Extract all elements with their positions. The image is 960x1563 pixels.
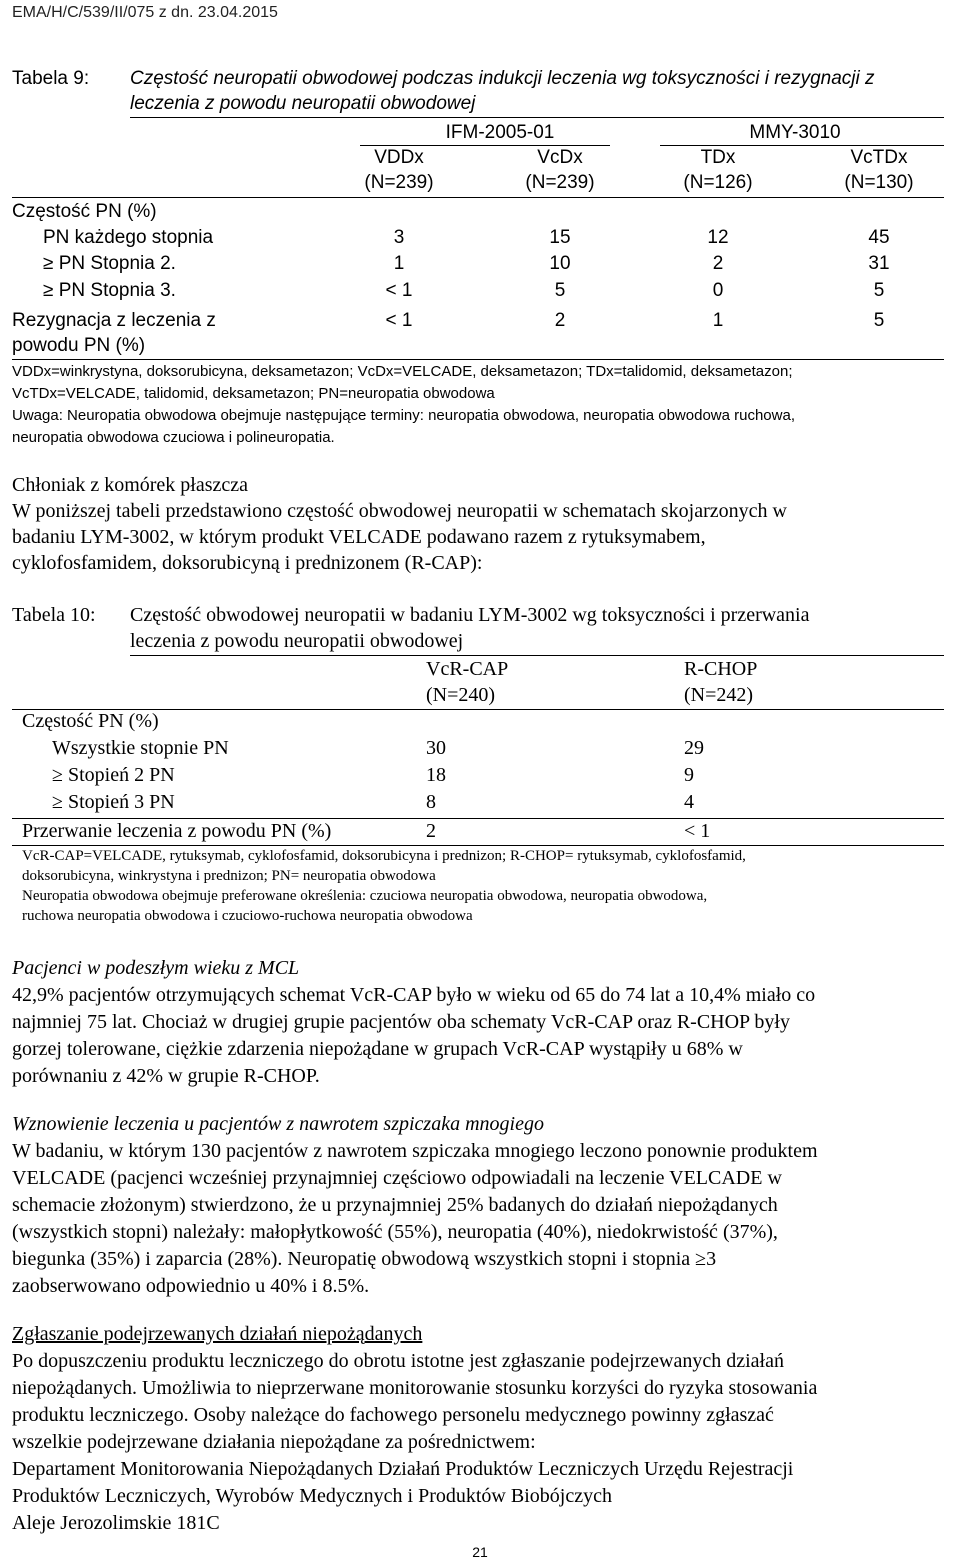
- greater-equal-icon: ≥: [52, 791, 63, 813]
- table9-group-rule-2: [660, 145, 944, 146]
- table9-cell: 5: [554, 280, 566, 301]
- reporting-paragraph-line: Aleje Jerozolimskie 181C: [12, 1512, 220, 1534]
- table9-bottom-rule: [12, 359, 944, 360]
- table9-col-tdx: TDx: [700, 147, 736, 168]
- reporting-paragraph-line: niepożądanych. Umożliwia to nieprzerwane monitorowanie stosunku korzyści do ryzyka stosowania: [12, 1377, 818, 1399]
- table9-discont-label-line2: powodu PN (%): [12, 335, 146, 356]
- table9-cell: 0: [712, 280, 724, 301]
- mcl-paragraph-line: W poniższej tabeli przedstawiono częstość obwodowej neuropatii w schematach skojarzonych w: [12, 500, 787, 522]
- mcl-paragraph-line: cyklofosfamidem, doksorubicyną i prednizonem (R-CAP):: [12, 552, 483, 574]
- table9-cell: 2: [712, 253, 724, 274]
- table9-cell: < 1: [385, 310, 413, 331]
- table9-cell: 12: [707, 227, 729, 248]
- greater-equal-icon: ≥: [43, 253, 54, 274]
- reporting-heading: Zgłaszanie podejrzewanych działań niepożądanych: [12, 1323, 423, 1345]
- table10-note1-line2: doksorubicyna, winkrystyna i prednizon; PN= neuropatia obwodowa: [22, 868, 436, 884]
- table10-bottom-rule: [12, 845, 944, 846]
- table10-col-rchop-n: (N=242): [684, 684, 754, 706]
- retreat-paragraph-line: biegunka (35%) i zaparcia (28%). Neuropatię obwodową wszystkich stopni i stopnia ≥3: [12, 1248, 717, 1270]
- table10-cell: 2: [426, 820, 436, 842]
- table9-cell: 10: [549, 253, 571, 274]
- table10-col-rchop: R-CHOP: [684, 658, 758, 680]
- table10-label: Tabela 10:: [12, 604, 96, 626]
- table10-cell: 18: [426, 764, 446, 786]
- table9-cell: 31: [868, 253, 890, 274]
- table9-cell: 1: [712, 310, 724, 331]
- table10-row-label: Stopień 3 PN: [67, 791, 175, 813]
- table9-cell: < 1: [385, 280, 413, 301]
- table9-row-label: PN Stopnia 3.: [58, 280, 176, 301]
- table9-cell: 5: [873, 310, 885, 331]
- table9-note1-line2: VcTDx=VELCADE, talidomid, deksametazon; PN=neuropatia obwodowa: [12, 385, 495, 402]
- table9-note2-line2: neuropatia obwodowa czuciowa i polineuropatia.: [12, 429, 335, 446]
- table9-note2-line1: Uwaga: Neuropatia obwodowa obejmuje następujące terminy: neuropatia obwodowa, neuropatia obwodowa ruchowa,: [12, 407, 795, 424]
- table10-col-vcrcap: VcR-CAP: [426, 658, 509, 680]
- page-number: 21: [472, 1544, 488, 1560]
- table9-note1-line1: VDDx=winkrystyna, doksorubicyna, deksametazon; VcDx=VELCADE, deksametazon; TDx=talidomid, deksametazon;: [12, 363, 793, 380]
- table9-col-vcdx-n: (N=239): [525, 172, 595, 193]
- table9-cell: 2: [554, 310, 566, 331]
- reporting-paragraph-line: wszelkie podejrzewane działania niepożądane za pośrednictwem:: [12, 1431, 536, 1453]
- table9-header-rule: [12, 197, 944, 198]
- table9-group-rule-1: [360, 145, 610, 146]
- table10-section-label: Częstość PN (%): [22, 710, 159, 732]
- table10-cell: 8: [426, 791, 436, 813]
- elderly-paragraph-line: najmniej 75 lat. Chociaż w drugiej grupie pacjentów oba schematy VcR-CAP oraz R-CHOP były: [12, 1011, 790, 1033]
- table9-label: Tabela 9:: [12, 68, 90, 89]
- table9-cell: 3: [393, 227, 405, 248]
- table10-cell: 9: [684, 764, 694, 786]
- retreat-paragraph-line: VELCADE (pacjenci wcześniej przynajmniej częściowo odpowiadali na leczenie VELCADE w: [12, 1167, 782, 1189]
- table9-cell: 45: [868, 227, 890, 248]
- table10-note2-line1: Neuropatia obwodowa obejmuje preferowane określenia: czuciowa neuropatia obwodowa, neuropatia obwodowa,: [22, 888, 708, 904]
- table9-section-label: Częstość PN (%): [12, 201, 157, 222]
- table10-title-line1: Częstość obwodowej neuropatii w badaniu LYM-3002 wg toksyczności i przerwania: [130, 604, 810, 626]
- table10-note2-line2: ruchowa neuropatia obwodowa i czuciowo-ruchowa neuropatia obwodowa: [22, 908, 473, 924]
- retreat-paragraph-line: schemacie złożonym) stwierdzono, że u przynajmniej 25% badanych do działań niepożądanych: [12, 1194, 778, 1216]
- table9-cell: 15: [549, 227, 571, 248]
- table9-row-label-with-ge: [43, 280, 176, 302]
- greater-equal-icon: ≥: [52, 764, 63, 786]
- elderly-heading: Pacjenci w podeszłym wieku z MCL: [12, 957, 300, 979]
- table10-row-label-with-ge: [52, 791, 175, 814]
- table10-row-label: Stopień 2 PN: [67, 764, 175, 786]
- table9-row-label-with-ge: [43, 253, 176, 275]
- table9-discont-label-line1: Rezygnacja z leczenia z: [12, 310, 216, 331]
- elderly-paragraph-line: 42,9% pacjentów otrzymujących schemat VcR-CAP było w wieku od 65 do 74 lat a 10,4% miało co: [12, 984, 816, 1006]
- table9-cell: 1: [393, 253, 405, 274]
- table9-row-label: PN każdego stopnia: [43, 227, 214, 248]
- table10-note1-line1: VcR-CAP=VELCADE, rytuksymab, cyklofosfamid, doksorubicyna i prednizon; R-CHOP= rytuksymab, cyklofosfamid,: [22, 848, 746, 864]
- table9-cell: 5: [873, 280, 885, 301]
- table10-title-line2: leczenia z powodu neuropatii obwodowej: [130, 630, 464, 652]
- table10-row-label: Wszystkie stopnie PN: [52, 737, 229, 759]
- table9-group-mmy: MMY-3010: [749, 122, 841, 143]
- table10-cell: 29: [684, 737, 704, 759]
- document-reference: EMA/H/C/539/II/075 z dn. 23.04.2015: [12, 4, 278, 21]
- table10-cell: 4: [684, 791, 694, 813]
- table9-title-line1: Częstość neuropatii obwodowej podczas indukcji leczenia wg toksyczności i rezygnacji z: [130, 68, 875, 89]
- table9-col-vddx: VDDx: [374, 147, 424, 168]
- retreat-paragraph-line: W badaniu, w którym 130 pacjentów z nawrotem szpiczaka mnogiego leczono ponownie produktem: [12, 1140, 818, 1162]
- table10-cell: 30: [426, 737, 446, 759]
- mcl-heading: Chłoniak z komórek płaszcza: [12, 474, 249, 496]
- table10-mid-rule: [12, 818, 944, 819]
- mcl-paragraph-line: badaniu LYM-3002, w którym produkt VELCADE podawano razem z rytuksymabem,: [12, 526, 706, 548]
- table10-row-label-with-ge: [52, 764, 175, 787]
- retreat-paragraph-line: (wszystkich stopni) należały: małopłytkowość (55%), neuropatia (40%), niedokrwistość (37%),: [12, 1221, 778, 1243]
- table10-top-rule: [130, 655, 944, 656]
- table10-cell: < 1: [684, 820, 711, 842]
- table9-top-rule: [130, 117, 944, 118]
- reporting-paragraph-line: produktu leczniczego. Osoby należące do fachowego personelu medycznego powinny zgłaszać: [12, 1404, 774, 1426]
- reporting-paragraph-line: Po dopuszczeniu produktu leczniczego do obrotu istotne jest zgłaszanie podejrzewanych działań: [12, 1350, 784, 1372]
- elderly-paragraph-line: porównaniu z 42% w grupie R-CHOP.: [12, 1065, 320, 1087]
- table10-col-vcrcap-n: (N=240): [426, 684, 496, 706]
- table9-col-vcdx: VcDx: [537, 147, 583, 168]
- reporting-paragraph-line: Departament Monitorowania Niepożądanych Działań Produktów Leczniczych Urzędu Rejestracji: [12, 1458, 794, 1480]
- table9-col-tdx-n: (N=126): [683, 172, 753, 193]
- table9-title-line2: leczenia z powodu neuropatii obwodowej: [130, 93, 476, 114]
- retreat-paragraph-line: zaobserwowano odpowiednio u 40% i 8.5%.: [12, 1275, 370, 1297]
- greater-equal-icon: ≥: [43, 280, 54, 301]
- elderly-paragraph-line: gorzej tolerowane, ciężkie zdarzenia niepożądane w grupach VcR-CAP wystąpiły u 68% w: [12, 1038, 743, 1060]
- table9-col-vctdx-n: (N=130): [844, 172, 914, 193]
- table9-row-label: PN Stopnia 2.: [58, 253, 176, 274]
- retreat-heading: Wznowienie leczenia u pacjentów z nawrotem szpiczaka mnogiego: [12, 1113, 544, 1135]
- table9-col-vctdx: VcTDx: [850, 147, 908, 168]
- table9-col-vddx-n: (N=239): [364, 172, 434, 193]
- table9-group-ifm: IFM-2005-01: [445, 122, 555, 143]
- table10-discont-label: Przerwanie leczenia z powodu PN (%): [22, 820, 332, 842]
- reporting-paragraph-line: Produktów Leczniczych, Wyrobów Medycznych i Produktów Biobójczych: [12, 1485, 612, 1507]
